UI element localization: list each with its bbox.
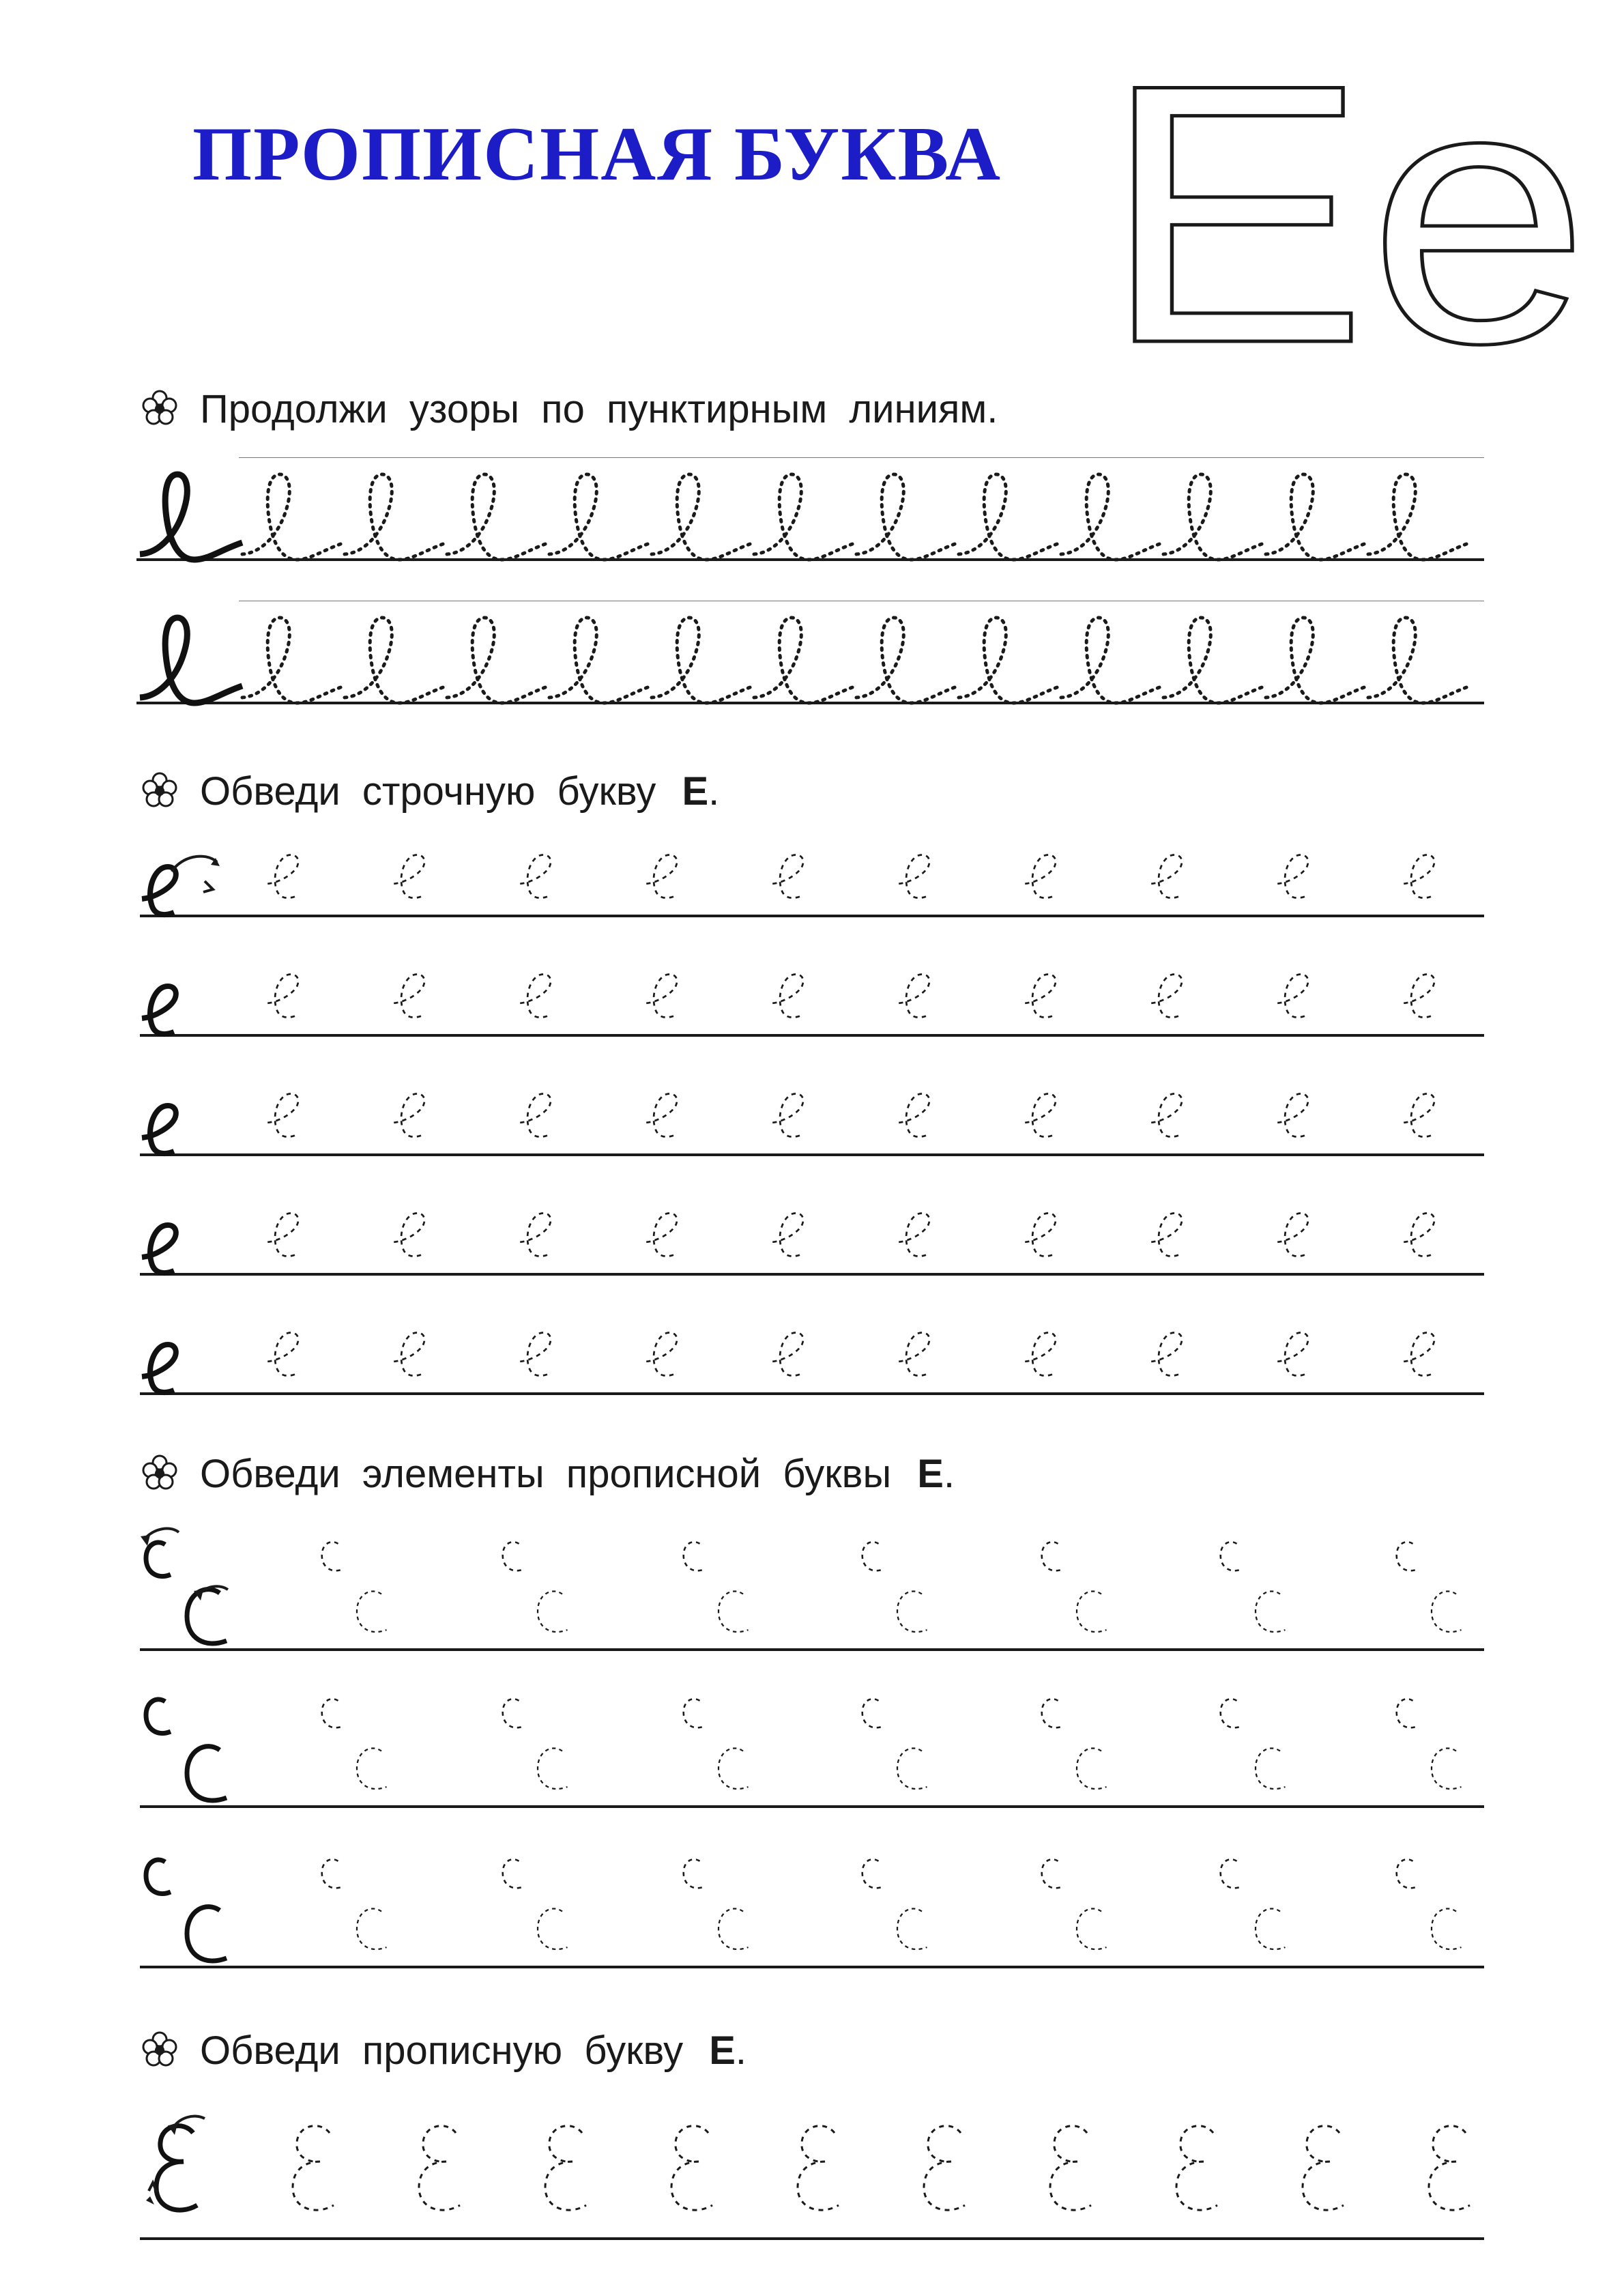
instruction-elements xyxy=(140,1450,955,1498)
instruction-uppercase xyxy=(140,2027,746,2075)
outlined-letters-icon xyxy=(1102,65,1593,351)
elements-row-2 xyxy=(0,1676,1624,1826)
lowercase-row-3 xyxy=(0,1075,1624,1174)
cursive-lowercase-e xyxy=(140,974,1484,1035)
lowercase-row-1 xyxy=(0,836,1624,935)
elements-row-3 xyxy=(0,1836,1624,1986)
flower-icon xyxy=(140,771,179,810)
cursive-c-elements xyxy=(140,1529,1484,1650)
cursive-lowercase-e xyxy=(140,1332,1484,1394)
cursive-c-elements xyxy=(140,1699,1484,1807)
instruction-lowercase xyxy=(140,768,719,816)
pattern-row-2 xyxy=(0,601,1624,727)
cursive-loop-pattern xyxy=(136,457,1484,560)
pattern-row-1 xyxy=(0,457,1624,584)
instruction-period: . xyxy=(708,769,720,814)
instruction-elements-text: Обведи элементы прописной буквы xyxy=(200,1452,892,1496)
instruction-uppercase-text: Обведи прописную букву xyxy=(200,2028,684,2073)
cursive-lowercase-e xyxy=(140,1213,1484,1274)
big-letters-text: Ee xyxy=(1102,65,1590,351)
cursive-loop-pattern xyxy=(136,601,1484,703)
lowercase-row-5 xyxy=(0,1314,1624,1413)
flower-icon xyxy=(140,1453,179,1493)
cursive-uppercase-e xyxy=(140,2116,1484,2239)
lowercase-row-4 xyxy=(0,1194,1624,1293)
page-title: ПРОПИСНАЯ БУКВА xyxy=(192,112,1002,197)
instruction-period: . xyxy=(943,1452,955,1496)
instruction-lowercase-text: Обведи строчную букву xyxy=(200,769,656,814)
flower-icon xyxy=(140,2030,179,2069)
cursive-c-elements xyxy=(140,1859,1484,1967)
elements-row-1 xyxy=(0,1519,1624,1669)
cursive-lowercase-e xyxy=(140,855,1484,916)
flower-icon xyxy=(140,388,179,428)
instruction-patterns-text: Продолжи узоры по пунктирным линиям. xyxy=(200,387,998,431)
lowercase-row-2 xyxy=(0,956,1624,1054)
instruction-letter: Е xyxy=(709,2028,736,2073)
instruction-patterns xyxy=(140,386,998,433)
instruction-letter: Е xyxy=(917,1452,944,1496)
instruction-period: . xyxy=(735,2028,746,2073)
cursive-lowercase-e xyxy=(140,1093,1484,1155)
instruction-letter: Е xyxy=(682,769,709,814)
uppercase-row xyxy=(0,2102,1624,2252)
